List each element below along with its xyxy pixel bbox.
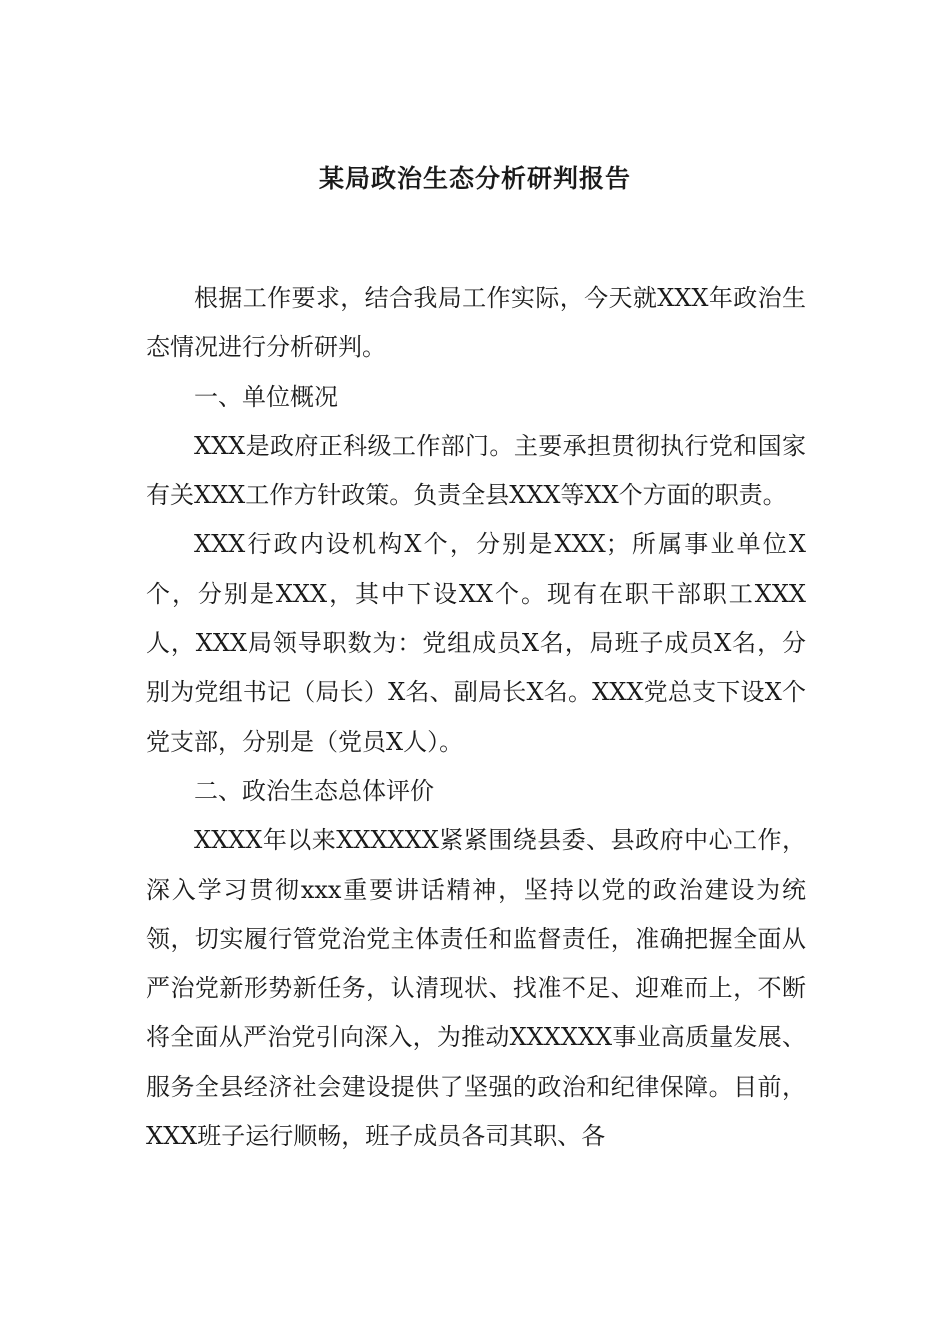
document-body [146,274,806,1161]
paragraph-unit-structure: XXX行政内设机构X个，分别是XXX；所属事业单位X个，分别是XXX，其中下设XX个。现有在职干部职工XXX人，XXX局领导职数为：党组成员X名，局班子成员X名，分别为党组书记（局长）X名、副局长X名。XXX党总支下设X个党支部，分别是（党员X人）。 [146,530,806,756]
paragraph-intro: 根据工作要求，结合我局工作实际，今天就XXX年政治生态情况进行分析研判。 [146,284,806,362]
paragraph-unit-duties: XXX是政府正科级工作部门。主要承担贯彻执行党和国家有关XXX工作方针政策。负责全县XXX等XX个方面的职责。 [146,431,806,510]
section-heading-overall-evaluation: 二、政治生态总体评价 [194,776,434,805]
paragraph-overall-evaluation: XXXX年以来XXXXXX紧紧围绕县委、县政府中心工作，深入学习贯彻xxx重要讲话精神，坚持以党的政治建设为统领，切实履行管党治党主体责任和监督责任，准确把握全面从严治党新形势新任务，认清现状、找准不足、迎难而上，不断将全面从严治党引向深入，为推动XXXXXX事业高质量发展、服务全县经济社会建设提供了坚强的政治和纪律保障。目前，XXX班子运行顺畅，班子成员各司其职、各 [146,826,806,1151]
document-title: 某局政治生态分析研判报告 [318,164,631,193]
section-heading-unit-overview: 一、单位概况 [194,382,338,411]
